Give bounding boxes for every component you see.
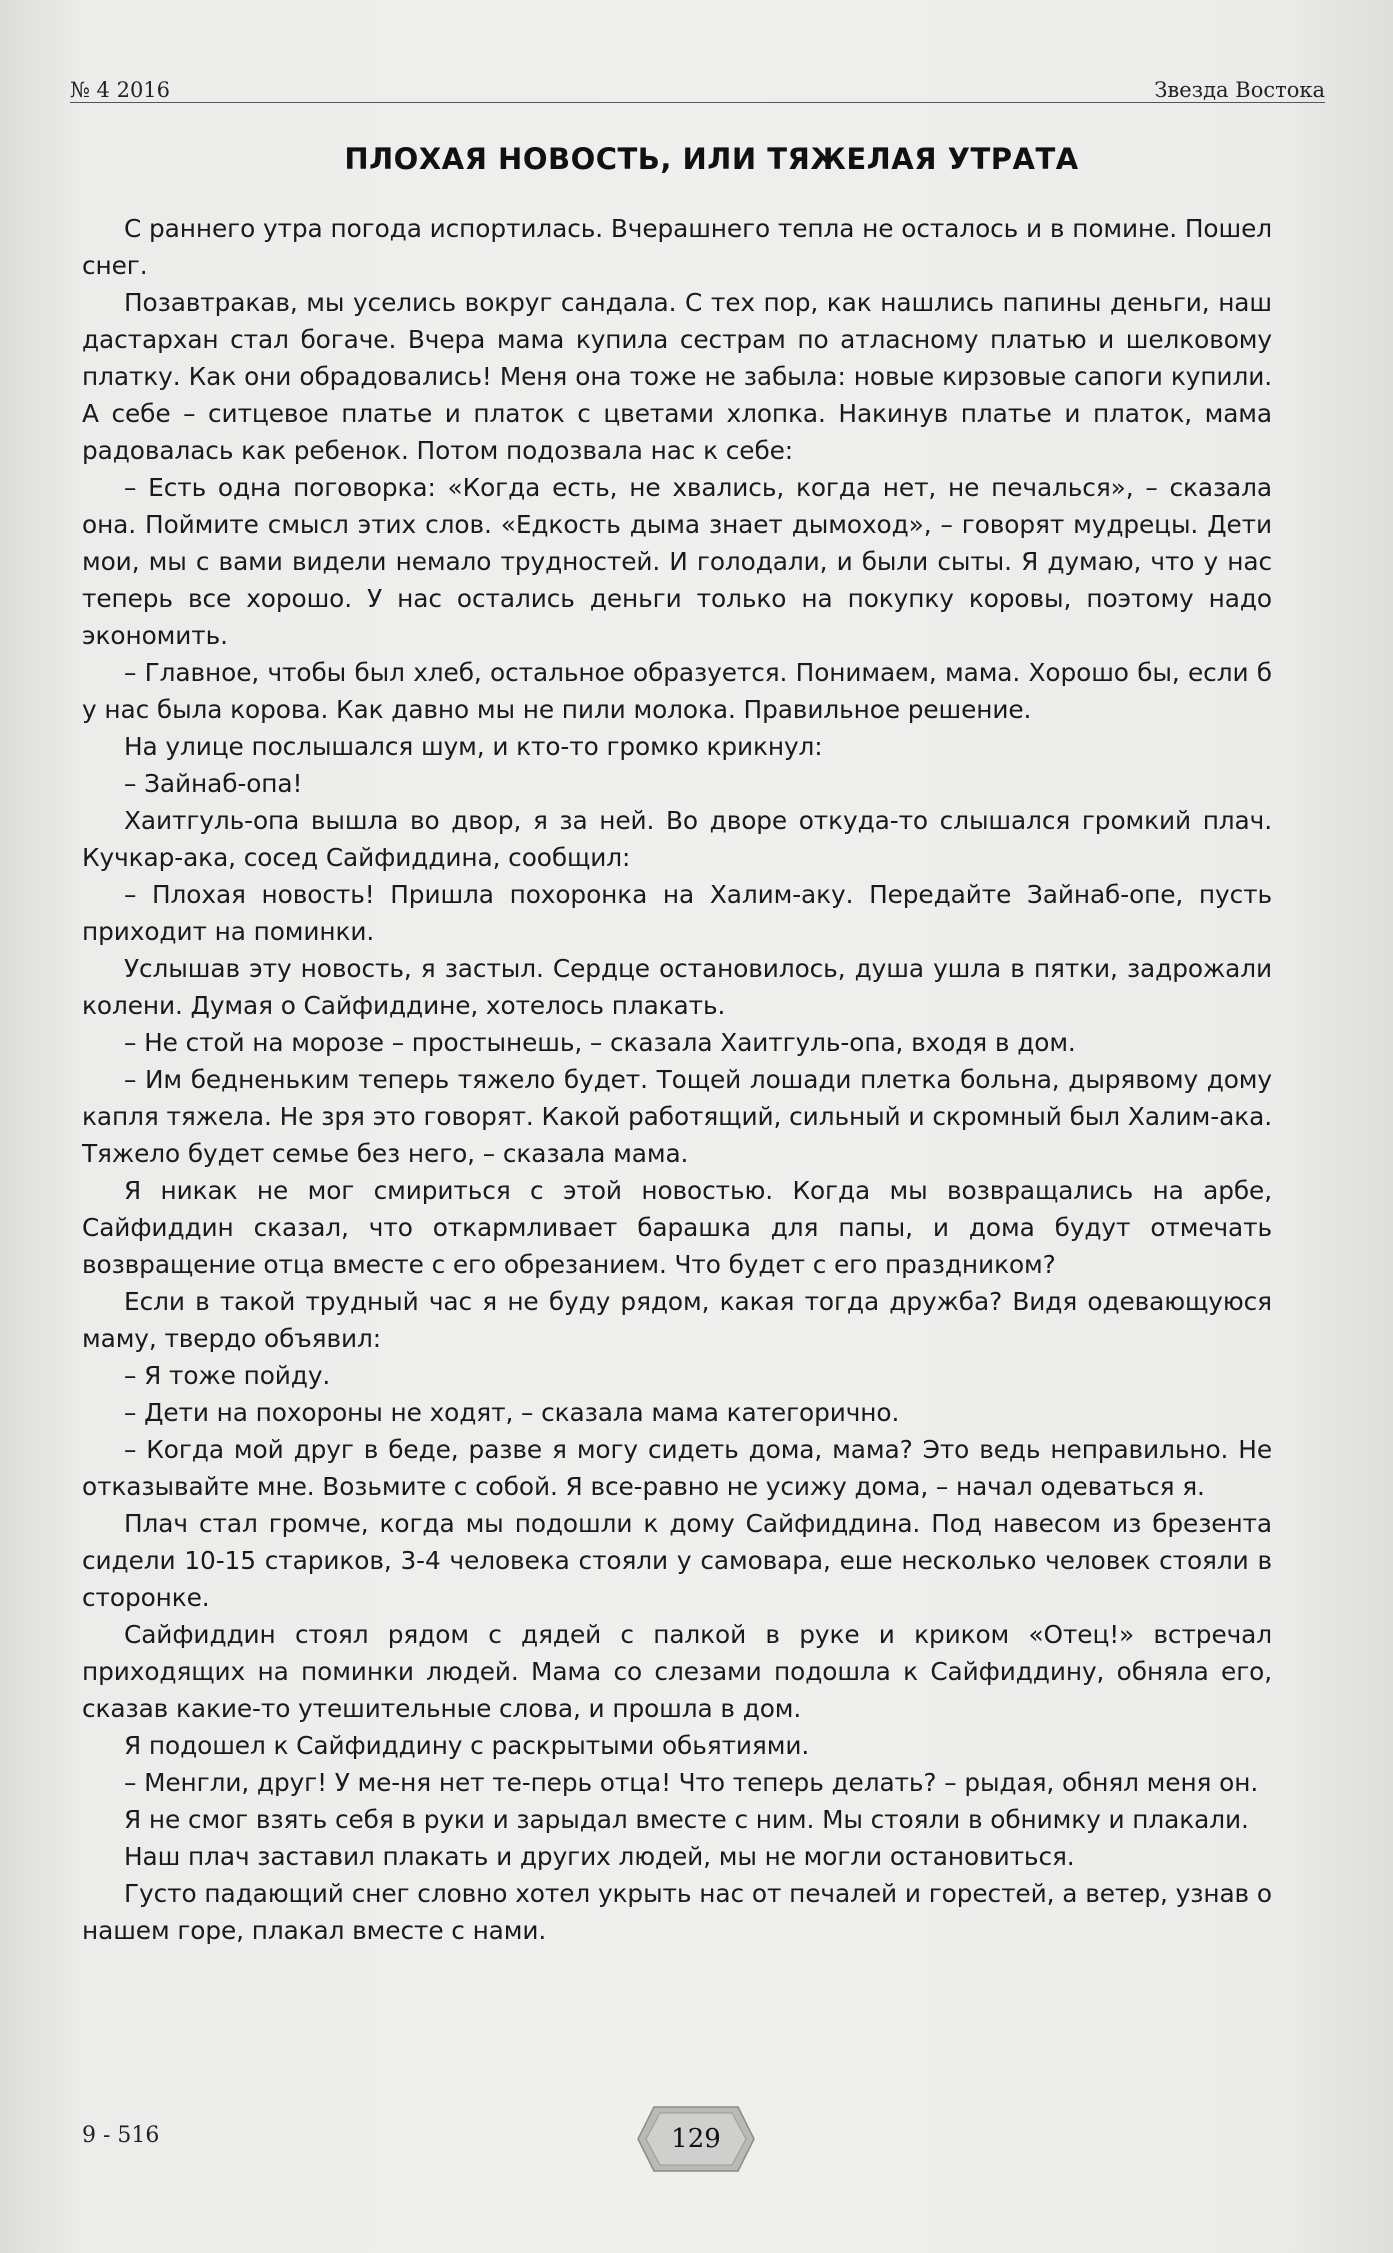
paragraph: На улице послышался шум, и кто-то громко крикнул:	[124, 732, 823, 761]
page-number-badge	[634, 2103, 758, 2175]
paragraph: – Дети на похороны не ходят, – сказала мама категорично.	[124, 1398, 900, 1427]
journal-name: Звезда Востока	[1154, 78, 1325, 102]
paragraph: – Главное, чтобы был хлеб, остальное образуется. Понимаем, мама. Хорошо бы, если б у нас была корова. Как давно мы не пили молока. Правильное решение.	[82, 658, 1272, 724]
header-rule	[70, 102, 1325, 103]
article-title: ПЛОХАЯ НОВОСТЬ, ИЛИ ТЯЖЕЛАЯ УТРАТА	[344, 142, 1079, 176]
paragraph: Услышав эту новость, я застыл. Сердце остановилось, душа ушла в пятки, задрожали колени. Думая о Сайфиддине, хотелось плакать.	[82, 954, 1272, 1020]
paragraph: Я подошел к Сайфиддину с раскрытыми обьятиями.	[124, 1731, 810, 1760]
paragraph: Я не смог взять себя в руки и зарыдал вместе с ним. Мы стояли в обнимку и плакали.	[124, 1805, 1249, 1834]
paragraph: – Плохая новость! Пришла похоронка на Халим-аку. Передайте Зайнаб-опе, пусть приходит на поминки.	[82, 880, 1272, 946]
paragraph: Плач стал громче, когда мы подошли к дому Сайфиддина. Под навесом из брезента сидели 10-15 стариков, 3-4 человека стояли у самовара, еше несколько человек стояли в сторонке.	[82, 1509, 1272, 1612]
article-body	[82, 210, 1272, 1949]
paragraph: Хаитгуль-опа вышла во двор, я за ней. Во дворе откуда-то слышался громкий плач. Кучкар-ака, сосед Сайфиддина, сообщил:	[82, 806, 1272, 872]
paragraph: Сайфиддин стоял рядом с дядей с палкой в руке и криком «Отец!» встречал приходящих на поминки людей. Мама со слезами подошла к Сайфиддину, обняла его, сказав какие-то утешительные слова, и прошла в дом.	[82, 1620, 1272, 1723]
paragraph: С раннего утра погода испортилась. Вчерашнего тепла не осталось и в помине. Пошел снег.	[82, 214, 1272, 280]
paragraph: Наш плач заставил плакать и других людей, мы не могли остановиться.	[124, 1842, 1075, 1871]
paragraph: Позавтракав, мы уселись вокруг сандала. С тех пор, как нашлись папины деньги, наш дастархан стал богаче. Вчера мама купила сестрам по атласному платью и шелковому платку. Как они обрадовались! Меня она тоже не забыла: новые кирзовые сапоги купили. А себе – ситцевое платье и платок с цветами хлопка. Накинув платье и платок, мама радовалась как ребенок. Потом подозвала нас к себе:	[82, 288, 1272, 465]
paragraph: – Я тоже пойду.	[124, 1361, 331, 1390]
page-number: 129	[671, 2124, 721, 2154]
paragraph: – Менгли, друг! У ме-ня нет те-перь отца! Что теперь делать? – рыдая, обнял меня он.	[124, 1768, 1259, 1797]
paragraph: Густо падающий снег словно хотел укрыть нас от печалей и горестей, а ветер, узнав о нашем горе, плакал вместе с нами.	[82, 1879, 1272, 1945]
paragraph: – Есть одна поговорка: «Когда есть, не хвались, когда нет, не печалься», – сказала она. Поймите смысл этих слов. «Едкость дыма знает дымоход», – говорят мудрецы. Дети мои, мы с вами видели немало трудностей. И голодали, и были сыты. Я думаю, что у нас теперь все хорошо. У нас остались деньги только на покупку коровы, поэтому надо экономить.	[82, 473, 1272, 650]
paragraph: – Когда мой друг в беде, разве я могу сидеть дома, мама? Это ведь неправильно. Не отказывайте мне. Возьмите с собой. Я все-равно не усижу дома, – начал одеваться я.	[82, 1435, 1272, 1501]
issue-label: № 4 2016	[70, 78, 171, 102]
paragraph: – Не стой на морозе – простынешь, – сказала Хаитгуль-опа, входя в дом.	[124, 1028, 1076, 1057]
paragraph: Я никак не мог смириться с этой новостью. Когда мы возвращались на арбе, Сайфиддин сказал, что откармливает барашка для папы, и дома будут отмечать возвращение отца вместе с его обрезанием. Что будет с его праздником?	[82, 1176, 1272, 1279]
paragraph: – Зайнаб-опа!	[124, 769, 303, 798]
printer-signature: 9 - 516	[82, 2123, 160, 2148]
paragraph: Если в такой трудный час я не буду рядом, какая тогда дружба? Видя одевающуюся маму, твердо объявил:	[82, 1287, 1272, 1353]
paragraph: – Им бедненьким теперь тяжело будет. Тощей лошади плетка больна, дырявому дому капля тяжела. Не зря это говорят. Какой работящий, сильный и скромный был Халим-ака. Тяжело будет семье без него, – сказала мама.	[82, 1065, 1272, 1168]
running-header	[70, 66, 1325, 102]
